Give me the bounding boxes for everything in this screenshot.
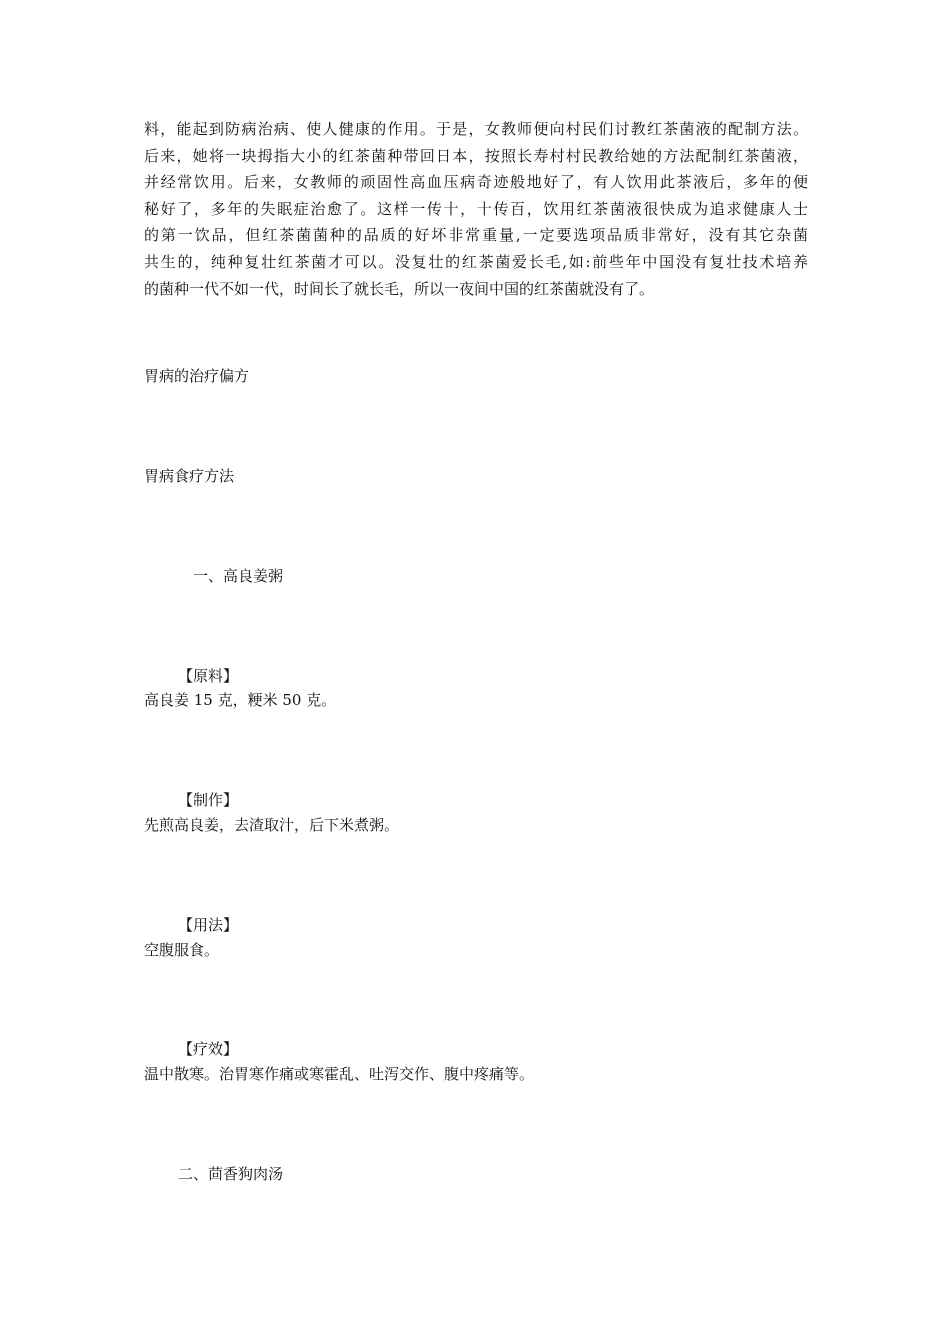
subsection-title: 胃病食疗方法 bbox=[144, 467, 235, 485]
paragraph-line: 并经常饮用。后来，女教师的顽固性高血压病奇迹般地好了，有人饮用此茶液后，多年的便 bbox=[144, 173, 808, 192]
paragraph-line: 秘好了，多年的失眠症治愈了。这样一传十，十传百，饮用红茶菌液很快成为追求健康人士 bbox=[144, 199, 808, 218]
preparation-text: 先煎高良姜，去渣取汁，后下米煮粥。 bbox=[144, 816, 400, 834]
paragraph-line: 共生的，纯种复壮红茶菌才可以。没复壮的红茶菌爱长毛,如:前些年中国没有复壮技术培养 bbox=[144, 252, 808, 271]
effect-label: 【疗效】 bbox=[178, 1040, 239, 1058]
section-title: 胃病的治疗偏方 bbox=[144, 367, 250, 385]
paragraph-line: 的第一饮品，但红茶菌菌种的品质的好坏非常重量,一定要选项品质非常好，没有其它杂菌 bbox=[144, 226, 808, 245]
paragraph-line: 后来，她将一块拇指大小的红茶菌种带回日本，按照长寿村村民教给她的方法配制红茶菌液， bbox=[144, 146, 808, 165]
intro-paragraph bbox=[144, 116, 808, 302]
paragraph-line: 的菌种一代不如一代，时间长了就长毛，所以一夜间中国的红茶菌就没有了。 bbox=[144, 279, 655, 298]
recipe-2-heading: 二、茴香狗肉汤 bbox=[178, 1165, 284, 1183]
paragraph-line: 料，能起到防病治病、使人健康的作用。于是，女教师便向村民们讨教红茶菌液的配制方法。 bbox=[144, 120, 808, 138]
preparation-label: 【制作】 bbox=[178, 791, 239, 809]
ingredients-label: 【原料】 bbox=[178, 667, 239, 685]
usage-text: 空腹服食。 bbox=[144, 941, 220, 959]
ingredients-text: 高良姜 15 克，粳米 50 克。 bbox=[144, 691, 337, 709]
usage-label: 【用法】 bbox=[178, 916, 239, 934]
effect-text: 温中散寒。治胃寒作痛或寒霍乱、吐泻交作、腹中疼痛等。 bbox=[144, 1065, 535, 1083]
recipe-1-heading: 一、高良姜粥 bbox=[193, 567, 284, 585]
